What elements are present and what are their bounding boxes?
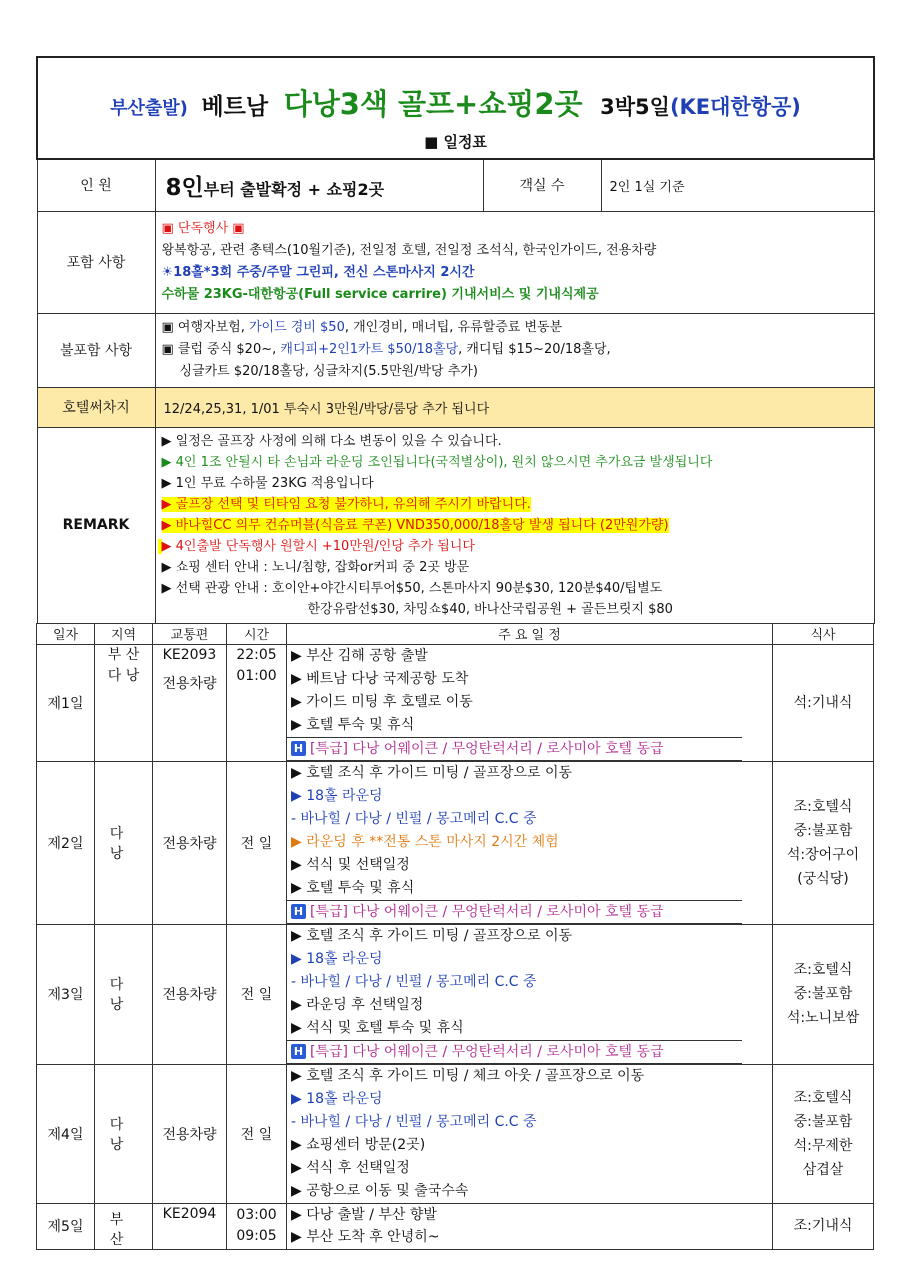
people-value-big: 8인 [165, 174, 204, 201]
exclude-line: 싱글카트 $20/18홀당, 싱글차지(5.5만원/박당 추가) [179, 364, 478, 379]
header-meal: 식사 [773, 623, 874, 644]
schedule-item: - 바나힐 / 다낭 / 빈펄 / 몽고메리 C.C 중 [291, 810, 537, 827]
remark-content [155, 427, 874, 623]
schedule-item: ▶ 호텔 투숙 및 휴식 [291, 879, 415, 896]
schedule-item: ▶ 호텔 조식 후 가이드 미팅 / 체크 아웃 / 골프장으로 이동 [291, 1067, 645, 1084]
include-line: 수하물 23KG-대한항공(Full service carrire) 기내서비스 및 기내식제공 [161, 287, 599, 302]
day-time: 전 일 [227, 761, 287, 924]
remark-highlight: ▶ 4인출발 단독행사 원할시 +10만원/인당 추가 됩니다 [158, 539, 475, 554]
day-region: 다 낭 [95, 924, 153, 1064]
day-transport: 전용차량 [153, 924, 227, 1064]
schedule-item: ▶ 베트남 다낭 국제공항 도착 [291, 670, 469, 687]
meal-text: 조:호텔식 [793, 962, 853, 978]
remark-line [162, 494, 868, 515]
schedule-item: ▶ 18홀 라운딩 [291, 950, 383, 967]
title-origin: 부산출발) [110, 98, 188, 119]
schedule-item: ▶ 호텔 투숙 및 휴식 [291, 716, 415, 733]
transport-text: 전용차량 [162, 675, 217, 692]
people-value [155, 159, 483, 211]
day-items [287, 1203, 773, 1249]
meal-text: 석:기내식 [793, 694, 853, 711]
remark-line: ▶ 일정은 골프장 사정에 의해 다소 변동이 있을 수 있습니다. [161, 433, 502, 449]
day-label: 제1일 [37, 644, 95, 761]
day-time: 전 일 [227, 924, 287, 1064]
day-items [287, 924, 773, 1064]
header-region: 지역 [95, 623, 153, 644]
schedule-item: ▶ 쇼핑센터 방문(2곳) [291, 1136, 426, 1153]
remark-line [162, 536, 868, 557]
day-region [95, 644, 153, 761]
header-time: 시간 [227, 623, 287, 644]
day-region: 다 낭 [95, 1064, 153, 1203]
day-items [287, 644, 773, 761]
meal-text: 석:노니보쌈 [786, 1010, 860, 1026]
exclude-label: 불포함 사항 [37, 313, 155, 387]
day-meals [773, 1203, 874, 1249]
remark-line: ▶ 쇼핑 센터 안내 : 노니/침향, 잡화or커피 중 2곳 방문 [161, 559, 470, 575]
title-airline: (KE대한항공) [669, 95, 801, 119]
include-line: 왕복항공, 관련 총텍스(10월기준), 전일정 호텔, 전일정 조석식, 한국인가이드, 전용차량 [161, 243, 657, 258]
hotel-icon: H [291, 1044, 306, 1059]
remark-label: REMARK [37, 427, 155, 623]
itinerary-sheet [36, 56, 873, 1250]
day-transport: 전용차량 [153, 1064, 227, 1203]
time-text: 01:00 [236, 667, 277, 684]
remark-line: ▶ 4인 1조 안될시 타 손님과 라운딩 조인됩니다(국적별상이), 원치 않으시면 추가요금 발생됩니다 [161, 454, 713, 470]
day-region: 다 낭 [95, 761, 153, 924]
meal-text: (궁식당) [797, 870, 849, 887]
meal-text: 중:불포함 [793, 1113, 853, 1130]
exclude-text: ▣ 클럽 중식 $20~, [161, 342, 281, 357]
remark-highlight: ▶ 바나힐CC 의무 컨슈머블(식음료 쿠폰) VND350,000/18홀당 발생 됩니다 (2만원가량) [161, 517, 669, 533]
day-meals [773, 924, 874, 1064]
exclude-text-highlight: 캐디피+2인1카트 $50/18홀당 [280, 342, 459, 357]
time-text: 22:05 [236, 646, 277, 663]
meal-text: 석:장어구이 [786, 846, 860, 863]
exclude-content [155, 313, 874, 387]
region-text: 다 낭 [107, 667, 140, 684]
meal-text: 중:불포함 [793, 822, 853, 839]
day-transport [153, 644, 227, 761]
day-time: 전 일 [227, 1064, 287, 1203]
surcharge-value: 12/24,25,31, 1/01 투숙시 3만원/박당/룸당 추가 됩니다 [155, 387, 874, 427]
time-text: 09:05 [236, 1228, 277, 1244]
include-line: ☀18홀*3회 주중/주말 그린피, 전신 스톤마사지 2시간 [161, 265, 475, 280]
hotel-line [287, 900, 742, 924]
time-text: 03:00 [236, 1207, 277, 1223]
exclude-text: , 캐디팁 $15~20/18홀당, [458, 342, 611, 357]
schedule-item: ▶ 다낭 출발 / 부산 향발 [291, 1206, 437, 1223]
day-label: 제2일 [37, 761, 95, 924]
schedule-item: ▶ 공항으로 이동 및 출국수속 [291, 1182, 469, 1199]
hotel-text: [특급] 다낭 어웨이큰 / 무엉탄럭서리 / 로사미아 호텔 동급 [310, 903, 664, 920]
day-label: 제4일 [37, 1064, 95, 1203]
day-row [37, 644, 874, 761]
schedule-item: ▶ 18홀 라운딩 [291, 787, 383, 804]
people-label: 인 원 [37, 159, 155, 211]
schedule-item: ▶ 라운딩 후 **전통 스톤 마사지 2시간 체험 [291, 833, 559, 850]
hotel-text: [특급] 다낭 어웨이큰 / 무엉탄럭서리 / 로사미아 호텔 동급 [310, 1043, 664, 1060]
remark-line: ▶ 선택 관광 안내 : 호이안+야간시티투어$50, 스톤마사지 90분$30, 120분$40/팁별도 [161, 580, 663, 596]
region-text: 부 산 [107, 646, 140, 663]
day-label: 제3일 [37, 924, 95, 1064]
day-items [287, 1064, 773, 1203]
hotel-icon: H [291, 741, 306, 756]
surcharge-label: 호텔써차지 [37, 387, 155, 427]
day-meals [773, 644, 874, 761]
room-value: 2인 1실 기준 [601, 159, 874, 211]
include-label: 포함 사항 [37, 211, 155, 313]
title-block [37, 57, 874, 159]
schedule-item: ▶ 석식 및 선택일정 [291, 856, 410, 873]
room-label: 객실 수 [483, 159, 601, 211]
day-transport: KE2094 [153, 1203, 227, 1249]
title-duration: 3박5일 [600, 95, 670, 119]
schedule-table [36, 623, 874, 1250]
people-value-rest: 부터 출발확정 + 쇼핑2곳 [203, 179, 385, 199]
header-schedule: 주 요 일 정 [287, 623, 773, 644]
schedule-item: ▶ 석식 후 선택일정 [291, 1159, 410, 1176]
meal-text: 조:호텔식 [793, 798, 853, 815]
schedule-item: ▶ 부산 도착 후 안녕히~ [291, 1228, 440, 1245]
exclude-line [162, 339, 868, 361]
hotel-icon: H [291, 904, 306, 919]
remark-line [162, 515, 868, 536]
schedule-item: ▶ 부산 김해 공항 출발 [291, 647, 428, 664]
day-row [37, 761, 874, 924]
include-line: ▣ 단독행사 ▣ [161, 221, 245, 236]
exclude-text: , 개인경비, 매너팁, 유류할증료 변동분 [344, 320, 563, 335]
meal-text: 석:무제한 [793, 1137, 853, 1154]
remark-line: 한강유람선$30, 차밍쇼$40, 바나산국립공원 + 골든브릿지 $80 [307, 601, 673, 617]
schedule-item: ▶ 석식 및 호텔 투숙 및 휴식 [291, 1019, 464, 1036]
exclude-text: ▣ 여행자보험, [161, 320, 249, 335]
page-title [38, 82, 873, 123]
header-transport: 교통편 [153, 623, 227, 644]
schedule-item: ▶ 18홀 라운딩 [291, 1090, 383, 1107]
schedule-item: ▶ 가이드 미팅 후 호텔로 이동 [291, 693, 473, 710]
exclude-line [162, 317, 868, 339]
day-meals [773, 1064, 874, 1203]
meal-text: 중:불포함 [793, 986, 853, 1002]
day-row [37, 1064, 874, 1203]
schedule-item: ▶ 호텔 조식 후 가이드 미팅 / 골프장으로 이동 [291, 764, 572, 781]
hotel-line [287, 1040, 742, 1064]
day-meals [773, 761, 874, 924]
title-country: 베트남 [201, 94, 269, 120]
schedule-item: - 바나힐 / 다낭 / 빈펄 / 몽고메리 C.C 중 [291, 1113, 537, 1130]
day-transport: 전용차량 [153, 761, 227, 924]
schedule-item: ▶ 호텔 조식 후 가이드 미팅 / 골프장으로 이동 [291, 927, 572, 944]
day-label: 제5일 [37, 1203, 95, 1249]
hotel-line [287, 737, 742, 761]
include-content [155, 211, 874, 313]
day-time [227, 1203, 287, 1249]
info-table [36, 56, 875, 624]
remark-line: ▶ 1인 무료 수하물 23KG 적용입니다 [161, 475, 374, 491]
day-row [37, 1203, 874, 1249]
transport-text: KE2093 [162, 646, 217, 663]
page-subtitle: ■ 일정표 [424, 133, 487, 151]
day-row [37, 924, 874, 1064]
schedule-item: ▶ 라운딩 후 선택일정 [291, 996, 424, 1013]
meal-text: 조:호텔식 [793, 1089, 853, 1106]
meal-text: 조:기내식 [793, 1218, 853, 1234]
remark-highlight: ▶ 골프장 선택 및 티타임 요청 불가하니, 유의해 주시기 바랍니다. [161, 496, 531, 512]
schedule-item: - 바나힐 / 다낭 / 빈펄 / 몽고메리 C.C 중 [291, 973, 537, 990]
day-region: 부 산 [95, 1203, 153, 1249]
hotel-text: [특급] 다낭 어웨이큰 / 무엉탄럭서리 / 로사미아 호텔 동급 [310, 740, 664, 757]
title-main: 다낭3색 골프+쇼핑2곳 [283, 87, 583, 121]
meal-text: 삼겹살 [802, 1161, 844, 1178]
day-time [227, 644, 287, 761]
header-day: 일자 [37, 623, 95, 644]
exclude-text-highlight: 가이드 경비 $50 [248, 320, 345, 335]
day-items [287, 761, 773, 924]
